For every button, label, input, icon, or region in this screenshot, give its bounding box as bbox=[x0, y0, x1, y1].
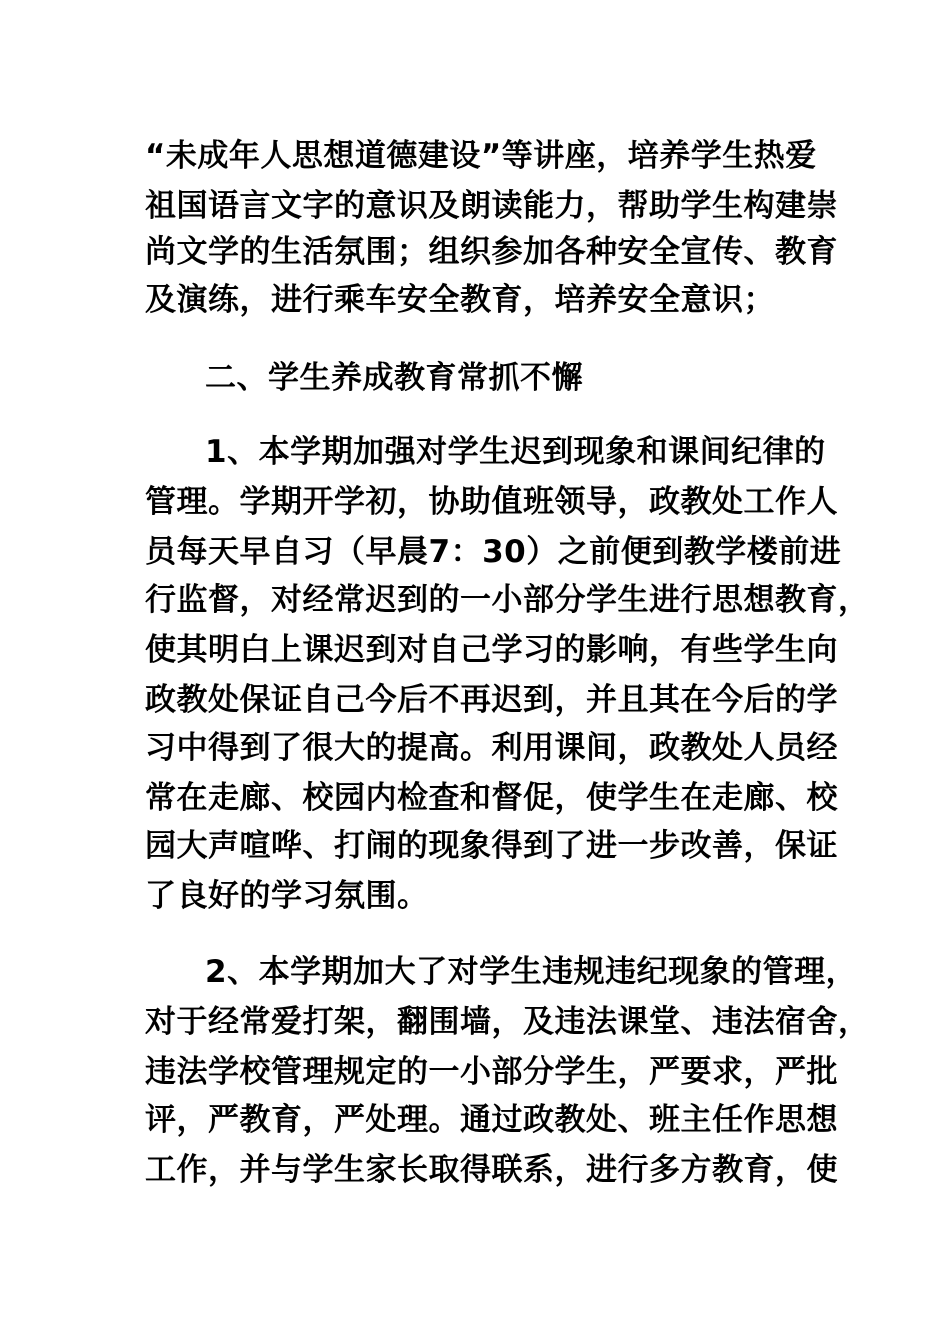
paragraph-line: 政教处保证自己今后不再迟到，并且其在今后的学 bbox=[145, 682, 838, 718]
paragraph-line: 园大声喧哗、打闹的现象得到了进一步改善，保证 bbox=[145, 828, 838, 864]
paragraph-line: 及演练，进行乘车安全教育，培养安全意识； bbox=[145, 282, 775, 318]
paragraph-line: 行监督，对经常迟到的一小部分学生进行思想教育， bbox=[145, 582, 870, 618]
paragraph-line: 尚文学的生活氛围；组织参加各种安全宣传、教育 bbox=[145, 234, 838, 270]
paragraph-line: 了良好的学习氛围。 bbox=[145, 878, 429, 914]
paragraph-line: 工作，并与学生家长取得联系，进行多方教育，使 bbox=[145, 1152, 838, 1188]
paragraph-line: 员每天早自习（早晨7：30）之前便到教学楼前进 bbox=[145, 534, 842, 570]
paragraph-line: 使其明白上课迟到对自己学习的影响，有些学生向 bbox=[145, 632, 838, 668]
paragraph-line: 违法学校管理规定的一小部分学生，严要求，严批 bbox=[145, 1054, 838, 1090]
paragraph-line: “未成年人思想道德建设”等讲座，培养学生热爱 bbox=[145, 138, 817, 174]
paragraph-line: 评，严教育，严处理。通过政教处、班主任作思想 bbox=[145, 1102, 838, 1138]
paragraph-line: 祖国语言文字的意识及朗读能力，帮助学生构建崇 bbox=[145, 188, 838, 224]
paragraph-line: 对于经常爱打架，翻围墙，及违法课堂、违法宿舍， bbox=[145, 1004, 870, 1040]
paragraph-line: 管理。学期开学初，协助值班领导，政教处工作人 bbox=[145, 484, 838, 520]
paragraph-line: 习中得到了很大的提高。利用课间，政教处人员经 bbox=[145, 730, 838, 766]
paragraph-line: 常在走廊、校园内检查和督促，使学生在走廊、校 bbox=[145, 780, 838, 816]
paragraph-line: 1、本学期加强对学生迟到现象和课间纪律的 bbox=[205, 434, 826, 470]
paragraph-line: 2、本学期加大了对学生违规违纪现象的管理， bbox=[205, 954, 858, 990]
section-heading: 二、学生养成教育常抓不懈 bbox=[205, 360, 583, 396]
